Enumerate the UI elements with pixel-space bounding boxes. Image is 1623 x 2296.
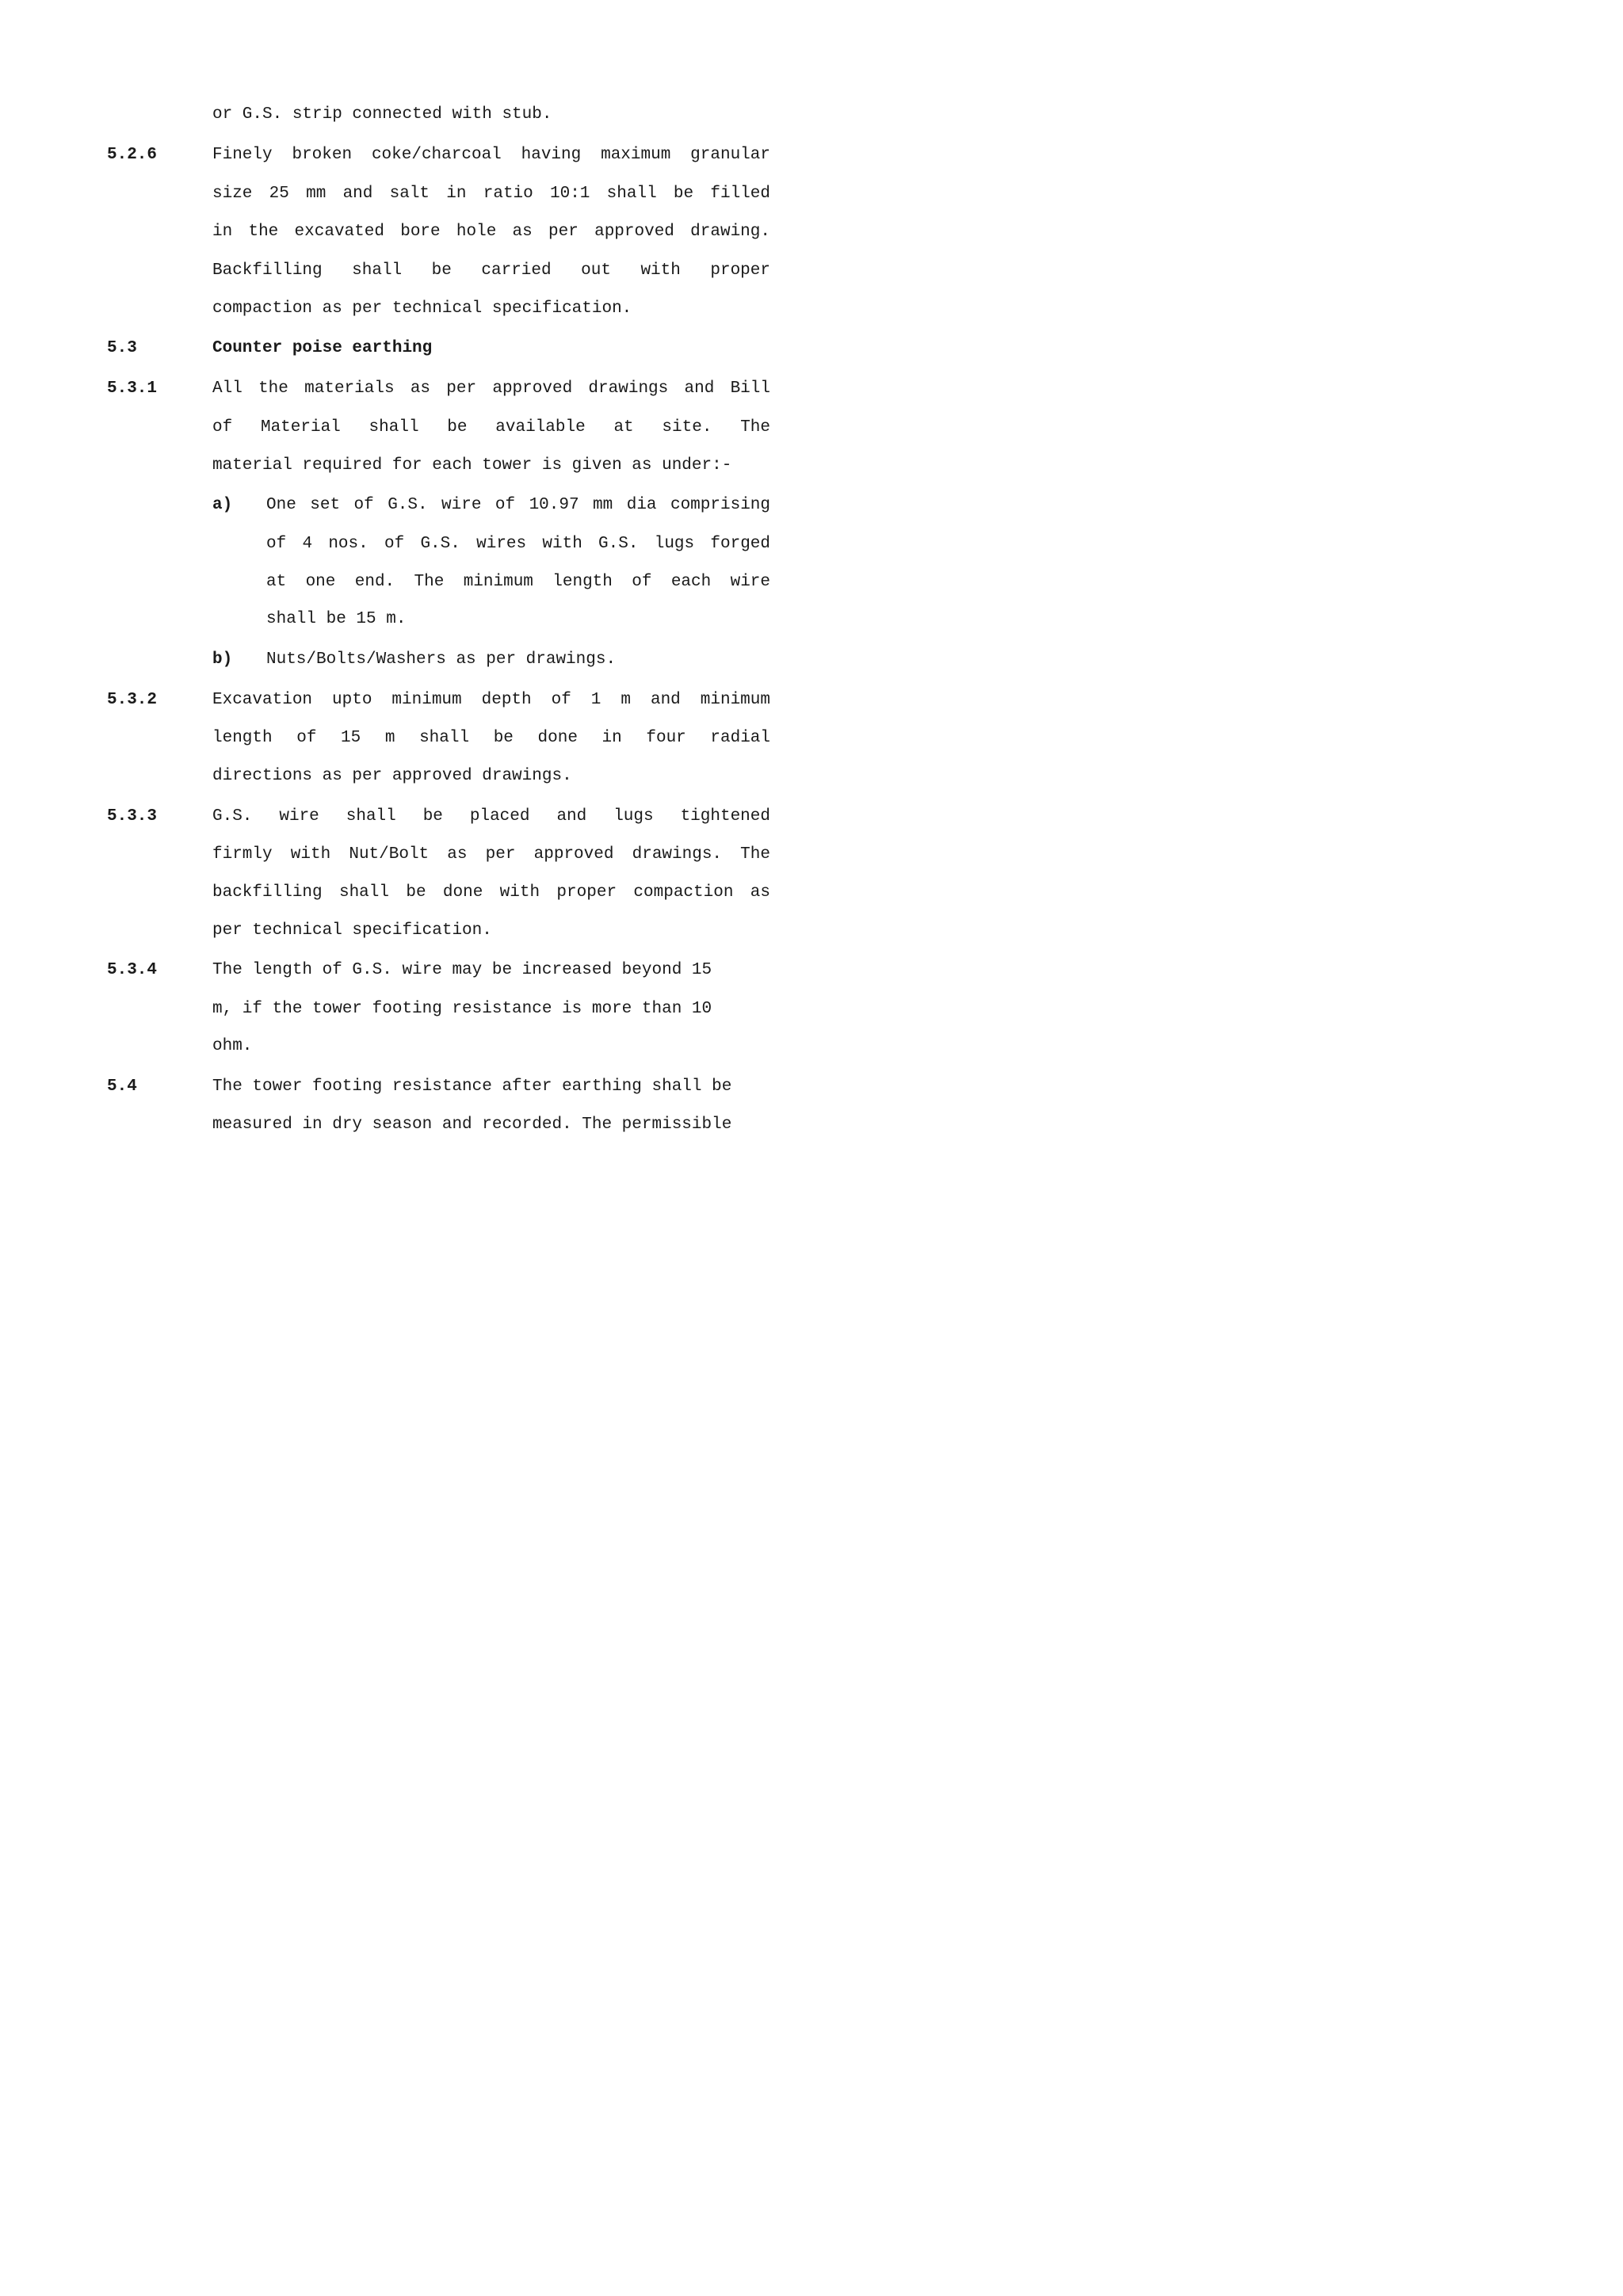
section-5-2-6-line-1: Finely broken coke/charcoal having maximum granular (212, 146, 770, 164)
section-5-4-line-1: The tower footing resistance after earthing shall be (212, 1077, 732, 1096)
section-5-2-6-line-5: compaction as per technical specification. (212, 299, 632, 318)
section-number-5-3: 5.3 (107, 339, 137, 357)
section-number-5-3-3: 5.3.3 (107, 807, 158, 826)
section-5-3-3-line-1: G.S. wire shall be placed and lugs tightened (212, 807, 770, 826)
section-number-5-2-6: 5.2.6 (107, 146, 158, 164)
section-5-3-1-line-3: material required for each tower is given as under:- (212, 456, 732, 475)
continuation-line: or G.S. strip connected with stub. (212, 105, 552, 124)
section-5-2-6-line-4: Backfilling shall be carried out with proper (212, 261, 770, 280)
section-5-3-1-line-2: of Material shall be available at site. The (212, 418, 770, 437)
section-5-3-1-line-1: All the materials as per approved drawings and Bill (212, 379, 770, 398)
section-5-3-2-line-3: directions as per approved drawings. (212, 767, 572, 785)
section-5-3-2-line-1: Excavation upto minimum depth of 1 m and minimum (212, 691, 770, 709)
section-5-2-6-line-3: in the excavated bore hole as per approved drawing. (212, 223, 770, 241)
section-5-3-3-line-3: backfilling shall be done with proper compaction as (212, 883, 770, 902)
item-marker-b: b) (212, 650, 233, 669)
section-heading-counter-poise: Counter poise earthing (212, 339, 433, 357)
item-a-line-4: shall be 15 m. (266, 610, 407, 628)
item-b-line-1: Nuts/Bolts/Washers as per drawings. (266, 650, 617, 669)
item-a-line-2: of 4 nos. of G.S. wires with G.S. lugs forged (266, 535, 770, 553)
section-number-5-3-2: 5.3.2 (107, 691, 158, 709)
section-5-3-2-line-2: length of 15 m shall be done in four radial (212, 729, 770, 747)
section-5-3-4-line-2: m, if the tower footing resistance is more than 10 (212, 1000, 712, 1018)
section-5-3-3-line-4: per technical specification. (212, 921, 492, 940)
section-number-5-3-4: 5.3.4 (107, 961, 158, 979)
item-marker-a: a) (212, 496, 233, 514)
section-number-5-3-1: 5.3.1 (107, 379, 158, 398)
section-5-3-3-line-2: firmly with Nut/Bolt as per approved drawings. The (212, 845, 770, 864)
item-a-line-3: at one end. The minimum length of each wire (266, 573, 770, 591)
section-5-3-4-line-1: The length of G.S. wire may be increased beyond 15 (212, 961, 712, 979)
section-5-4-line-2: measured in dry season and recorded. The permissible (212, 1116, 732, 1134)
document-page (0, 0, 872, 1233)
section-5-2-6-line-2: size 25 mm and salt in ratio 10:1 shall be filled (212, 185, 770, 203)
section-number-5-4: 5.4 (107, 1077, 137, 1096)
item-a-line-1: One set of G.S. wire of 10.97 mm dia comprising (266, 496, 770, 514)
section-5-3-4-line-3: ohm. (212, 1037, 253, 1055)
